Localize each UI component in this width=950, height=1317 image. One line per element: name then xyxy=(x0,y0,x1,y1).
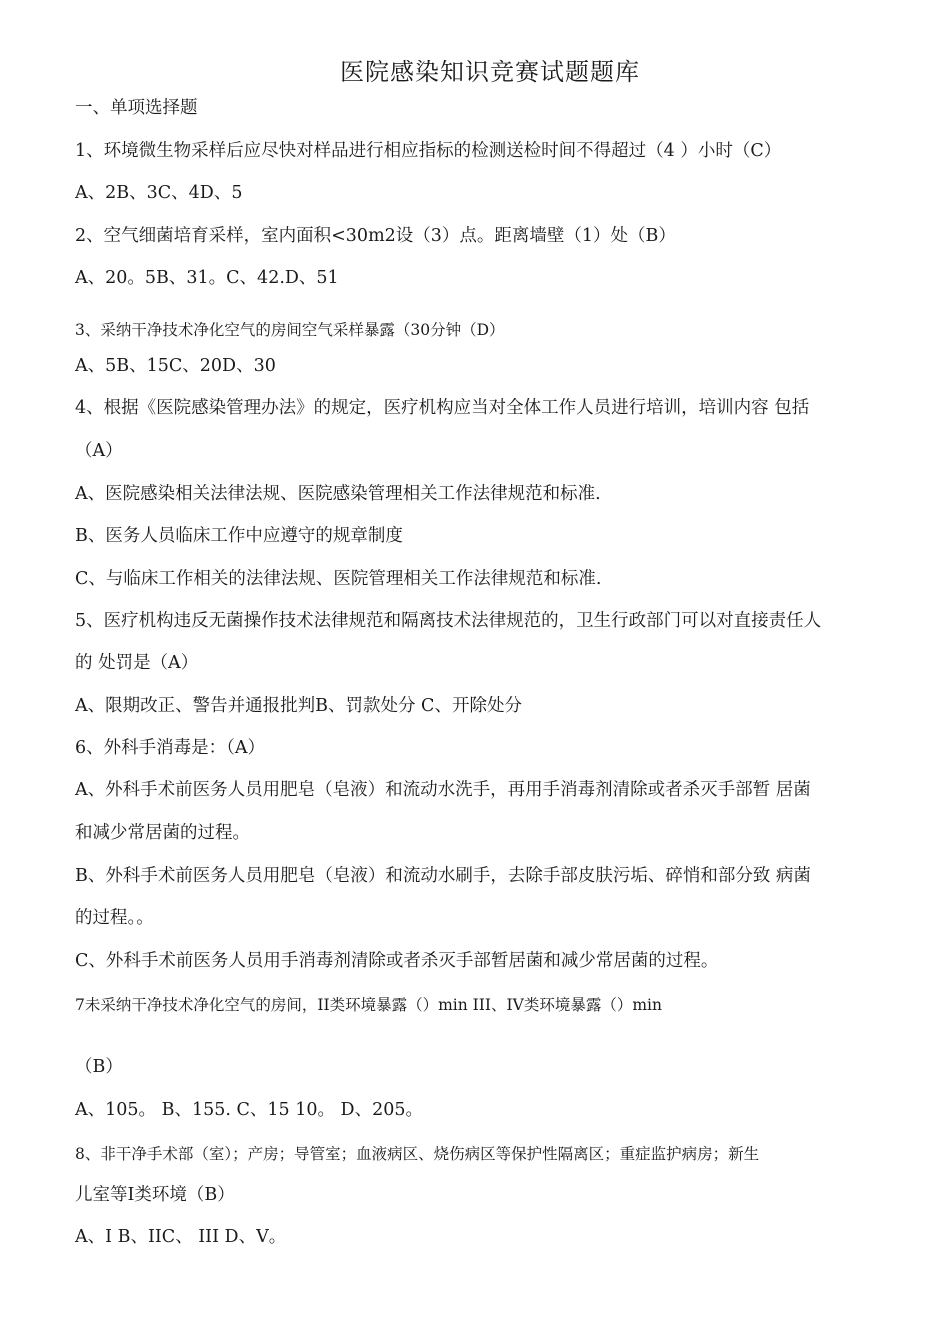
question-6-option-c: C、外科手术前医务人员用手消毒剂清除或者杀灭手部暂居菌和减少常居菌的过程。 xyxy=(75,951,719,971)
question-1-options: A、2B、3C、4D、5 xyxy=(75,183,243,203)
question-5-options: A、限期改正、警告并通报批判B、罚款处分 C、开除处分 xyxy=(75,696,522,716)
question-6-option-a: A、外科手术前医务人员用肥皂（皂液）和流动水洗手，再用手消毒剂清除或者杀灭手部暂 居菌 xyxy=(75,780,811,800)
question-4-answer: （A） xyxy=(75,441,123,461)
question-8: 8、非干净手术部（室）；产房；导管室；血液病区、烧伤病区等保护性隔离区；重症监护病房；新生 xyxy=(75,1145,760,1163)
question-4: 4、根据《医院感染管理办法》的规定，医疗机构应当对全体工作人员进行培训，培训内容 包括 xyxy=(75,398,810,418)
question-6-option-a-cont: 和减少常居菌的过程。 xyxy=(75,823,250,843)
question-8-cont: 儿室等I类环境（B） xyxy=(75,1185,235,1205)
question-6-option-b: B、外科手术前医务人员用肥皂（皂液）和流动水刷手，去除手部皮肤污垢、碎悄和部分致 病菌 xyxy=(75,866,811,886)
question-2: 2、空气细菌培育采样，室内面积<30m2设（3）点。距离墙壁（1）处（B） xyxy=(75,226,676,246)
question-7: 7未采纳干净技术净化空气的房间，II类环境暴露（）min III、IV类环境暴露（）min xyxy=(75,996,662,1014)
question-4-option-a: A、医院感染相关法律法规、医院感染管理相关工作法律规范和标准. xyxy=(75,484,601,504)
question-4-option-b: B、医务人员临床工作中应遵守的规章制度 xyxy=(75,526,403,546)
question-6-option-b-cont: 的过程。。 xyxy=(75,908,154,928)
section-heading: 一、单项选择题 xyxy=(75,98,198,118)
question-7-options: A、105。 B、155. C、15 10。 D、205。 xyxy=(75,1100,423,1120)
question-2-options: A、20。5B、31。C、42.D、51 xyxy=(75,268,339,288)
question-7-answer: （B） xyxy=(75,1057,123,1077)
document-title: 医院感染知识竞赛试题题库 xyxy=(340,58,640,86)
question-3-options: A、5B、15C、20D、30 xyxy=(75,356,276,376)
question-1: 1、环境微生物采样后应尽快对样品进行相应指标的检测送检时间不得超过（4 ）小时（C） xyxy=(75,141,782,161)
question-4-option-c: C、与临床工作相关的法律法规、医院管理相关工作法律规范和标准. xyxy=(75,569,602,589)
question-3: 3、采纳干净技术净化空气的房间空气采样暴露（30分钟（D） xyxy=(75,321,505,339)
question-5-cont: 的 处罚是（A） xyxy=(75,653,199,673)
question-8-options: A、I B、IIC、 III D、V。 xyxy=(75,1227,287,1247)
question-5: 5、医疗机构违反无菌操作技术法律规范和隔离技术法律规范的，卫生行政部门可以对直接责任人 xyxy=(75,611,822,631)
question-6: 6、外科手消毒是：（A） xyxy=(75,738,266,758)
